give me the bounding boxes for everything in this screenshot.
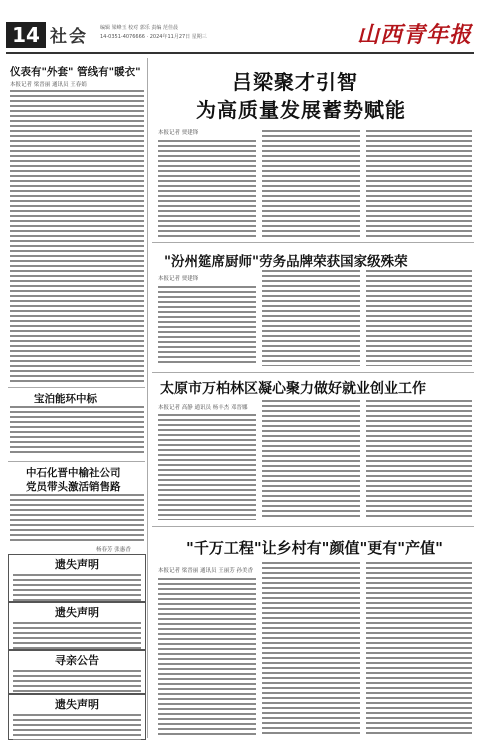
divider — [8, 461, 145, 462]
article2-headline: 宝泊能环中标 — [34, 393, 97, 405]
story2-body-col3 — [366, 270, 472, 366]
notice-body — [13, 574, 141, 602]
article2-body — [10, 406, 144, 456]
story2-byline: 本报记者 贾建锋 — [158, 276, 199, 282]
story4-body-col3 — [366, 562, 472, 736]
story3-body-col2 — [262, 400, 360, 520]
story3-headline: 太原市万柏林区凝心聚力做好就业创业工作 — [160, 381, 426, 397]
notice-box — [8, 650, 146, 694]
divider — [152, 526, 474, 527]
article1-body — [10, 90, 144, 382]
notice-body — [13, 670, 141, 694]
article3-subheadline: 党员带头激活销售路 — [26, 481, 121, 493]
story4-headline: "千万工程"让乡村有"颜值"更有"产值" — [186, 539, 443, 557]
notice-body — [13, 622, 141, 650]
issue-date: 14-0351-4076666 · 2024年11月27日 星期三 — [100, 34, 207, 40]
story4-body-col1 — [158, 578, 256, 736]
story2-body-col1 — [158, 286, 256, 366]
story4-byline: 本报记者 梁晋丽 通讯员 王丽芳 孙美香 — [158, 568, 253, 574]
notice-title: 寻亲公告 — [55, 654, 99, 667]
story2-headline: "汾州筵席厨师"劳务品牌荣获国家级殊荣 — [164, 254, 408, 270]
notice-title: 遗失声明 — [55, 606, 99, 619]
main-headline-line2: 为高质量发展蓄势赋能 — [196, 98, 406, 122]
story2-body-col2 — [262, 270, 360, 366]
divider — [152, 372, 474, 373]
column-divider — [147, 58, 148, 738]
article3-body — [10, 494, 144, 544]
notice-box — [8, 694, 146, 740]
divider — [8, 387, 145, 388]
header-rule — [6, 52, 474, 54]
notice-title: 遗失声明 — [55, 698, 99, 711]
main-body-col2 — [262, 130, 360, 238]
section-title: 社会 — [50, 27, 88, 47]
divider — [152, 242, 474, 243]
main-headline-line1: 吕梁聚才引智 — [232, 70, 358, 94]
editor-credits: 编辑 梁峰玉 校对 郭乐 责编 范佳晨 — [100, 25, 178, 31]
notice-title: 遗失声明 — [55, 558, 99, 571]
main-body-col3 — [366, 130, 472, 238]
story3-byline: 本报记者 高静 通讯员 杨丰杰 邓晋娜 — [158, 405, 248, 411]
article1-byline: 本报记者 梁晋丽 通讯员 王春娟 — [10, 82, 87, 88]
main-byline: 本报记者 贾建锋 — [158, 130, 199, 136]
notice-box — [8, 554, 146, 602]
story3-body-col1 — [158, 414, 256, 520]
notice-box — [8, 602, 146, 650]
page-number: 14 — [6, 22, 46, 48]
article3-headline: 中石化晋中榆社公司 — [26, 467, 121, 479]
main-body-col1 — [158, 140, 256, 238]
notice-body — [13, 714, 141, 740]
newspaper-logo: 山西青年报 — [356, 22, 472, 48]
article1-headline: 仪表有"外套" 管线有"暖衣" — [10, 66, 141, 78]
article3-credit: 杨春芳 张惠香 — [96, 547, 131, 553]
story3-body-col3 — [366, 400, 472, 520]
story4-body-col2 — [262, 562, 360, 736]
